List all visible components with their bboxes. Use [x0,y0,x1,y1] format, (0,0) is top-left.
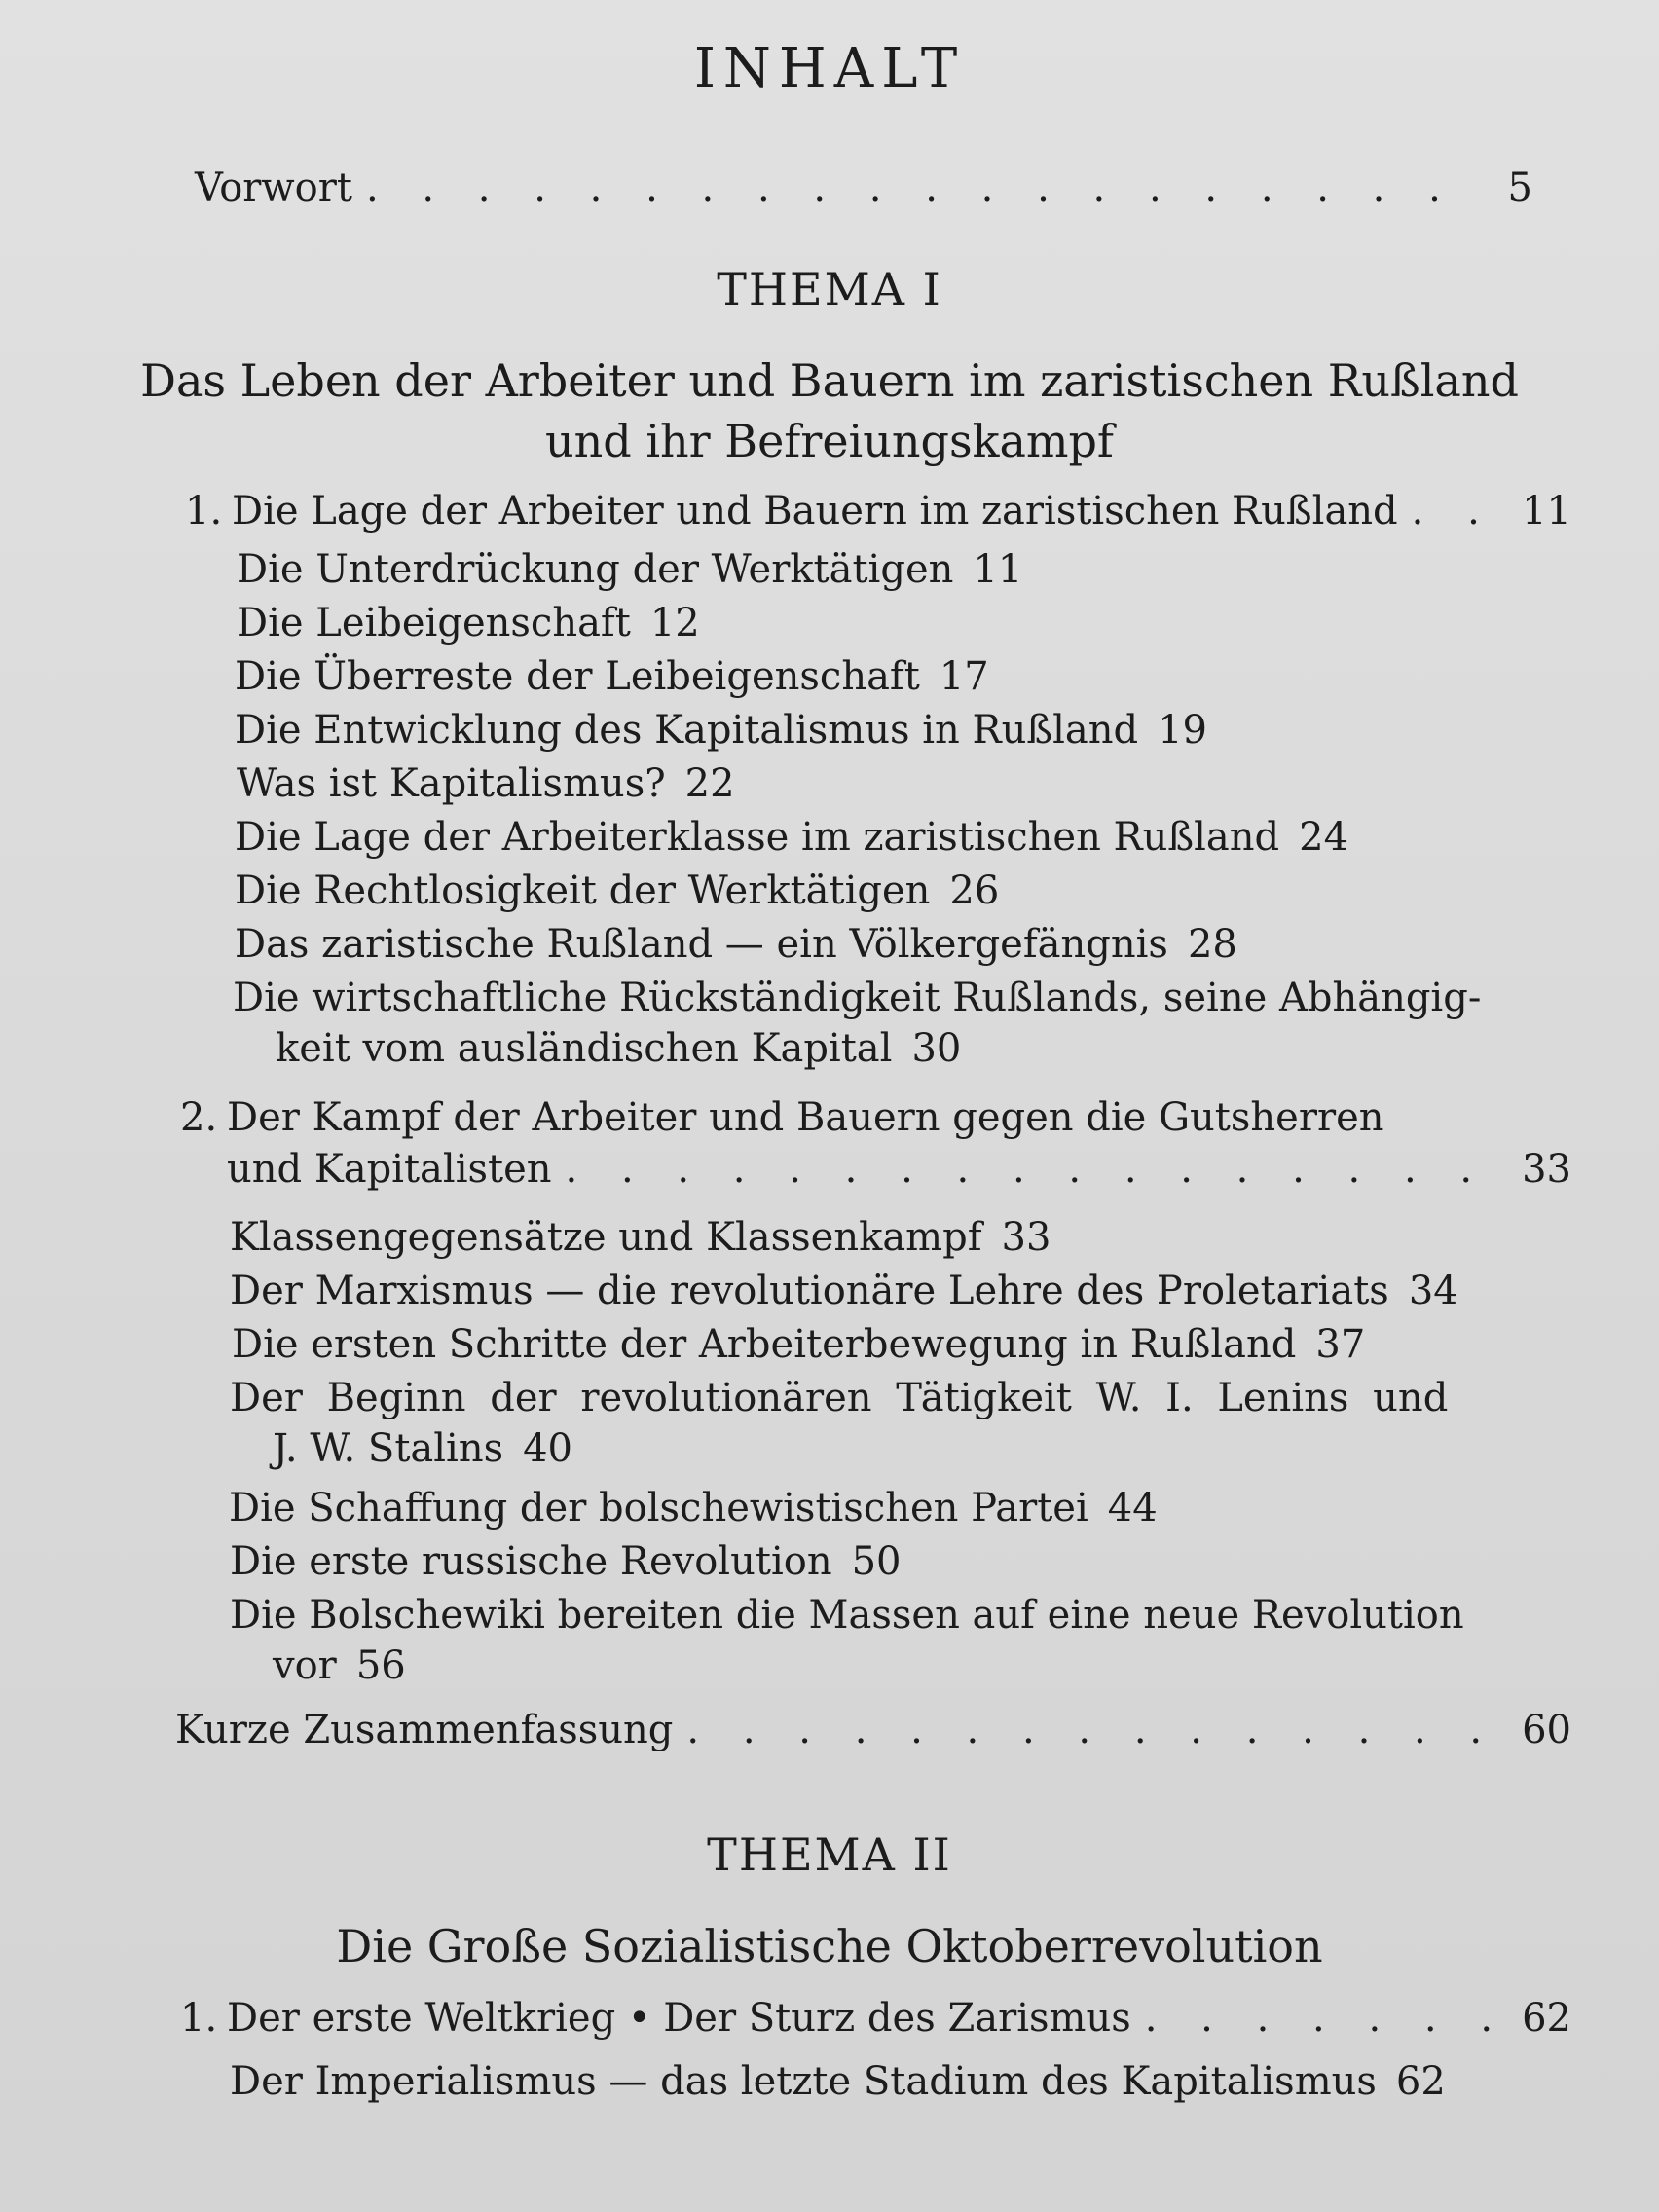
chapter-title: und Kapitalisten [227,1147,552,1192]
toc-subentry[interactable] [235,868,999,913]
toc-subentry[interactable] [233,976,1481,1071]
subentry-continuation [230,1643,1464,1688]
chapter-title: Die Lage der Arbeiter und Bauern im zaristischen Rußland [232,489,1398,534]
chapter-number: 1. [185,489,223,534]
subentry-text: Die ersten Schritte der Arbeiterbewegung in Rußland [232,1322,1297,1367]
subentry-continuation [233,1026,1481,1071]
page-number: 33 [1001,1215,1051,1260]
toc-subentry[interactable] [235,815,1348,860]
chapter-title: Der erste Weltkrieg • Der Sturz des Zarismus [227,1996,1131,2041]
page-number: 5 [1507,166,1532,210]
chapter-title: Der Kampf der Arbeiter und Bauern gegen die Gutsherren [227,1095,1384,1140]
toc-subentry[interactable] [235,922,1237,967]
subentry-text: Die Lage der Arbeiterklasse im zaristischen Rußland [235,815,1280,860]
toc-subentry[interactable] [235,708,1207,753]
subentry-text: Der Marxismus — die revolutionäre Lehre des Proletariats [230,1269,1389,1313]
subentry-text: Die Bolschewiki bereiten die Massen auf eine neue Revolution [230,1593,1464,1638]
subentry-text: Die erste russische Revolution [230,1539,832,1584]
subentry-text: Klassengegensätze und Klassenkampf [230,1215,982,1260]
subentry-text: Das zaristische Rußland — ein Völkergefängnis [235,922,1168,967]
subentry-text: Die Schaffung der bolschewistischen Partei [229,1486,1088,1530]
leader-dots [686,1708,1508,1752]
page-number: 19 [1158,708,1207,753]
page-number: 24 [1299,815,1349,860]
toc-label: Vorwort [195,166,352,210]
subentry-text: Was ist Kapitalismus? [237,761,666,806]
leader-dots [366,166,1470,210]
leader-dots [1145,1996,1508,2041]
chapter-number: 1. [180,1996,218,2041]
page-number: 33 [1522,1147,1571,1192]
subentry-text: Die Entwicklung des Kapitalismus in Rußland [235,708,1139,753]
toc-subentry[interactable] [230,2059,1446,2104]
subentry-text: Die Leibeigenschaft [237,601,631,645]
chapter-number: 2. [180,1095,218,1140]
toc-subentry[interactable] [237,761,735,806]
leader-dots [566,1147,1509,1192]
page-number: 37 [1315,1322,1366,1367]
toc-subentry[interactable] [237,601,700,645]
toc-subentry[interactable] [230,1593,1464,1688]
subentry-text: Die wirtschaftliche Rückständigkeit Rußlands, seine Abhängig- [233,976,1482,1020]
heading-line: Die Große Sozialistische Oktoberrevolution [336,1920,1323,1972]
toc-subentry[interactable] [230,1376,1460,1471]
heading-line: Das Leben der Arbeiter und Bauern im zaristischen Rußland [140,354,1519,407]
subentry-text: keit vom ausländischen Kapital [276,1026,893,1071]
toc-subentry[interactable] [230,1215,1051,1260]
page-number: 62 [1522,1996,1571,2041]
toc-entry-vorwort[interactable] [195,166,1532,210]
subentry-text: vor [273,1643,337,1688]
page-number: 11 [973,547,1023,592]
subentry-text: Die Rechtlosigkeit der Werktätigen [235,868,931,913]
subentry-text: J. W. Stalins [273,1426,504,1471]
toc-label: Kurze Zusammenfassung [175,1708,674,1752]
toc-subentry[interactable] [232,1322,1365,1367]
page-number: 62 [1395,2059,1446,2104]
toc-chapter-2-1[interactable] [180,1996,1571,2041]
leader-dots [1412,489,1508,534]
section-label-thema-2: THEMA II [707,1828,952,1881]
page-number: 12 [649,601,700,645]
heading-line: und ihr Befreiungskampf [545,415,1114,467]
toc-chapter-1[interactable] [185,489,1571,534]
page-number: 50 [851,1539,902,1584]
page-number: 28 [1187,922,1237,967]
subentry-text: Der Imperialismus — das letzte Stadium des Kapitalismus [230,2059,1377,2104]
subentry-text: Die Überreste der Leibeigenschaft [235,654,920,699]
toc-subentry[interactable] [235,654,989,699]
page-number: 30 [911,1026,962,1071]
page-number: 11 [1522,489,1571,534]
toc-subentry[interactable] [237,547,1022,592]
subentry-text: Die Unterdrückung der Werktätigen [237,547,954,592]
page-number: 17 [939,654,989,699]
page-number: 26 [949,868,1000,913]
section-heading-thema-1 [127,350,1532,471]
toc-subentry[interactable] [229,1486,1158,1530]
section-heading-thema-2 [127,1916,1532,1976]
subentry-continuation [230,1426,1460,1471]
page-number: 60 [1522,1708,1571,1752]
page-number: 44 [1107,1486,1158,1530]
toc-subentry[interactable] [230,1539,901,1584]
toc-chapter-2-continuation[interactable] [227,1147,1571,1192]
page-number: 34 [1408,1269,1458,1313]
page-number: 56 [355,1643,406,1688]
page-number: 40 [523,1426,573,1471]
toc-subentry[interactable] [230,1269,1458,1313]
page-number: 22 [684,761,735,806]
subentry-text: Der Beginn der revolutionären Tätigkeit W. I. Lenins und [230,1376,1449,1420]
section-label-thema-1: THEMA I [717,263,942,315]
page-title: INHALT [693,37,966,100]
toc-chapter-2[interactable] [180,1095,1571,1140]
toc-entry-summary[interactable] [175,1708,1571,1752]
